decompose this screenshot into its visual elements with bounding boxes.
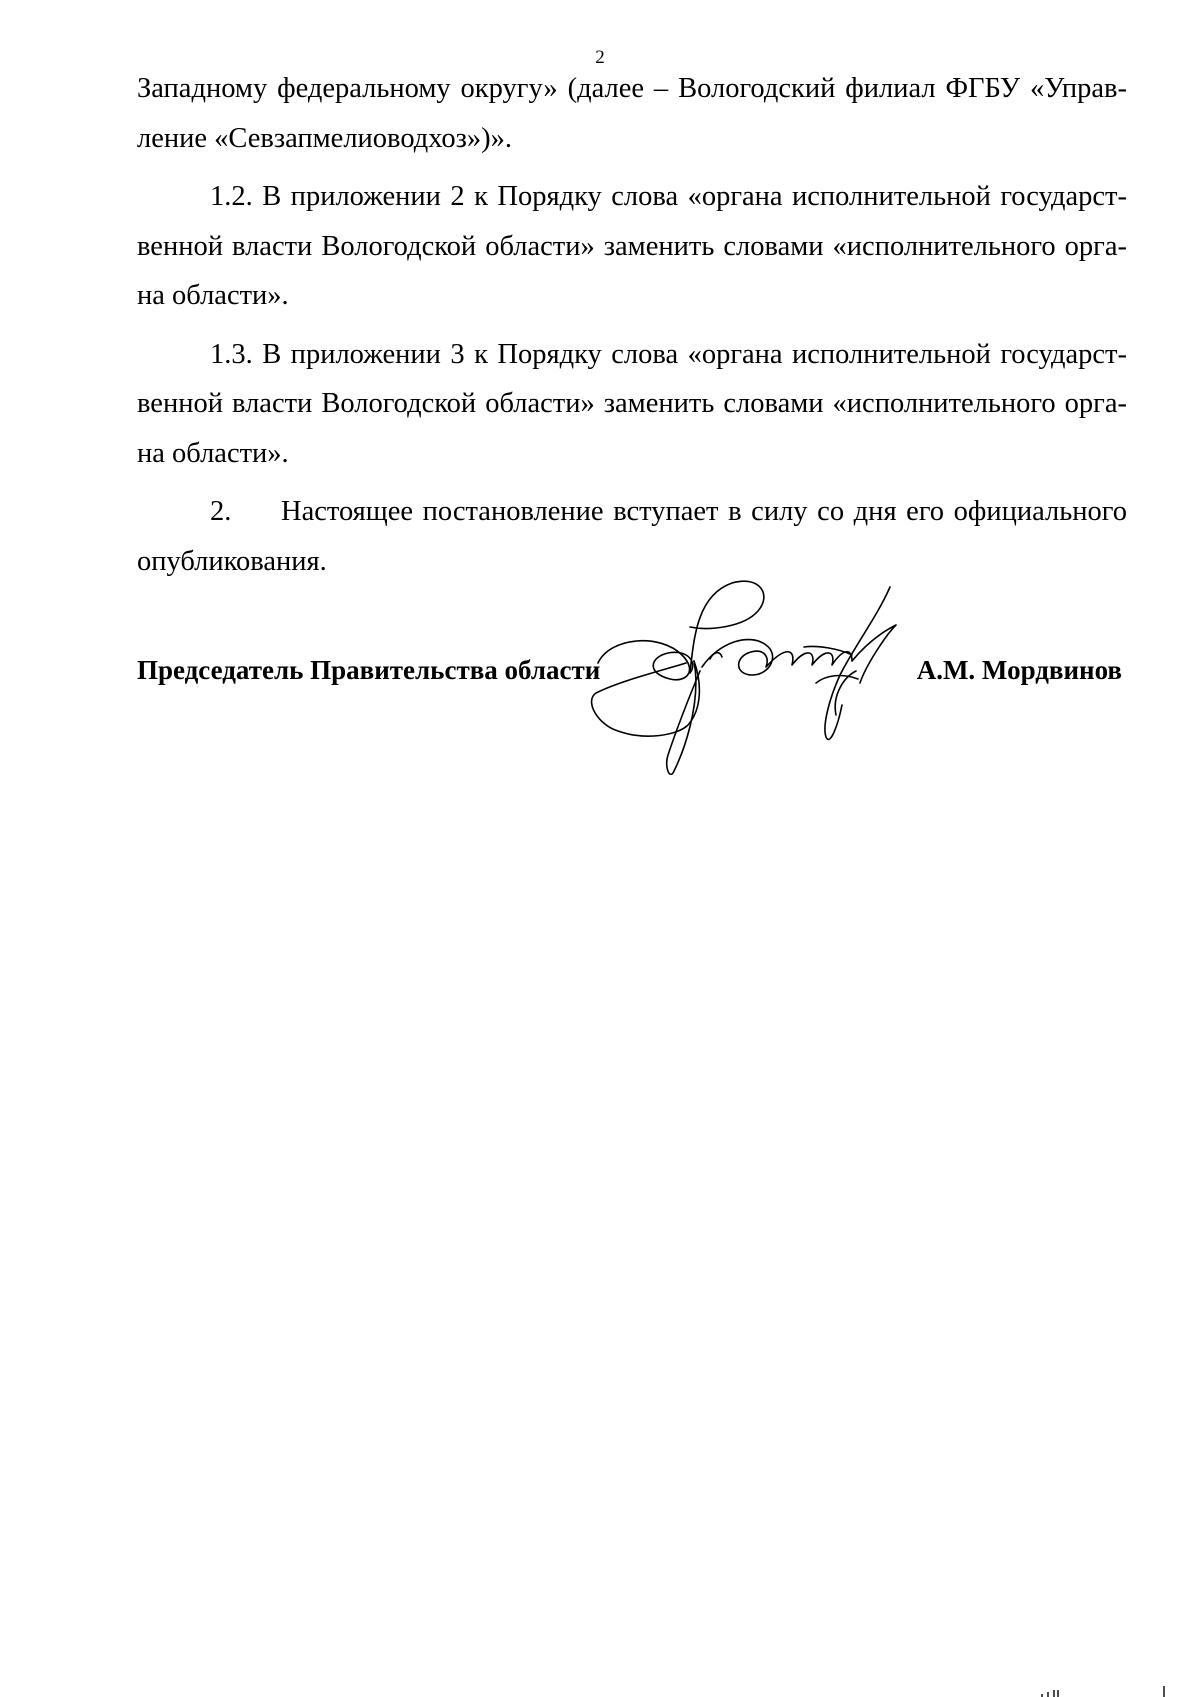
signatory-title: Председатель Правительства области (137, 655, 601, 685)
paragraph-1-2: 1.2. В приложении 2 к Порядку слова «органа исполнительной государст-венной власти Вологодской области» заменить словами «исполнительного орга-на области». (137, 181, 1127, 311)
handwritten-signature (590, 575, 950, 775)
item-2-number: 2. (210, 496, 232, 527)
scan-edge-marks (1038, 1678, 1178, 1697)
document-body (137, 64, 1127, 586)
page-number: 2 (595, 47, 605, 68)
signatory-name: А.М. Мордвинов (916, 655, 1122, 685)
item-2 (137, 487, 1127, 537)
paragraph-continuation-line-1: Западному федеральному округу» (далее – Вологодский филиал ФГБУ «Управ- (137, 73, 1127, 104)
item-2-continuation: опубликования. (137, 545, 327, 577)
item-2-text: Настоящее постановление вступает в силу со дня его официального (281, 496, 1127, 527)
paragraph-1-3: 1.3. В приложении 3 к Порядку слова «органа исполнительной государст-венной власти Вологодской области» заменить словами «исполнительного орга-на области». (137, 338, 1127, 469)
paragraph-continuation-end: ление «Севзапмелиоводхоз»)». (137, 122, 513, 154)
paragraph-continuation (137, 64, 1127, 114)
